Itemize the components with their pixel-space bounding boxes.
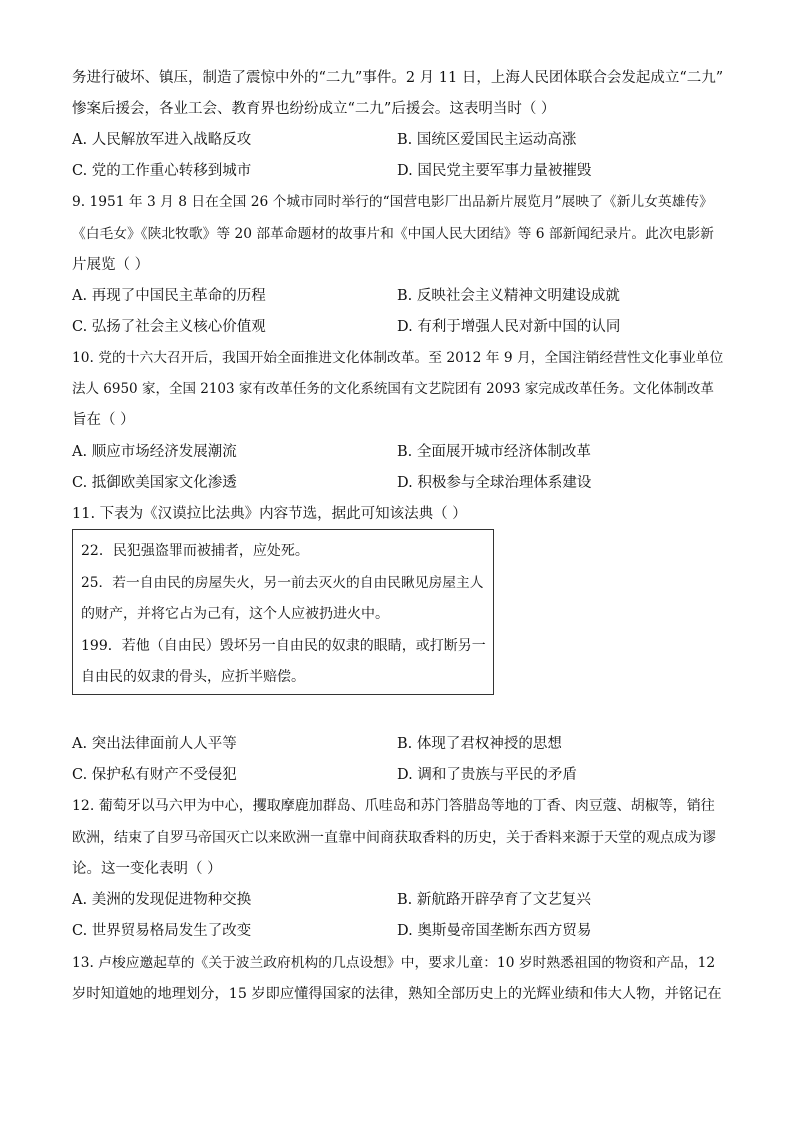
q11-table-line-1: 22．民犯强盗罪而被捕者，应处死。 (81, 543, 309, 559)
q11-option-d[interactable]: D. 调和了贵族与平民的矛盾 (397, 767, 577, 783)
q12-option-row-2 (72, 921, 724, 941)
q9-option-row-1 (72, 286, 724, 306)
q9-option-c[interactable]: C. 弘扬了社会主义核心价值观 (72, 319, 266, 335)
q11-table-line-2: 25．若一自由民的房屋失火，另一前去灭火的自由民瞅见房屋主人 (81, 575, 484, 591)
q11-option-a[interactable]: A. 突出法律面前人人平等 (72, 736, 237, 752)
q9-stem-line-3: 片展览（ ） (72, 257, 150, 273)
q11-stem-line-1: 11. 下表为《汉谟拉比法典》内容节选，据此可知该法典（ ） (72, 506, 467, 522)
q9-option-a[interactable]: A. 再现了中国民主革命的历程 (72, 288, 266, 304)
q11-option-row-1 (72, 734, 724, 754)
q9-option-b[interactable]: B. 反映社会主义精神文明建设成就 (397, 288, 620, 304)
q10-option-a[interactable]: A. 顺应市场经济发展潮流 (72, 444, 237, 460)
q8-option-b[interactable]: B. 国统区爱国民主运动高涨 (397, 132, 577, 148)
q11-excerpt-table (72, 529, 494, 695)
q8-stem-line-2: 惨案后援会，各业工会、教育界也纷纷成立“二九”后援会。这表明当时（ ） (72, 101, 556, 117)
q12-option-c[interactable]: C. 世界贸易格局发生了改变 (72, 923, 252, 939)
q10-option-row-1 (72, 442, 724, 462)
q12-option-b[interactable]: B. 新航路开辟孕育了文艺复兴 (397, 892, 591, 908)
q12-option-row-1 (72, 890, 724, 910)
q12-option-a[interactable]: A. 美洲的发现促进物种交换 (72, 892, 252, 908)
q8-option-row-1 (72, 130, 724, 150)
q8-option-a[interactable]: A. 人民解放军进入战略反攻 (72, 132, 252, 148)
q10-stem-line-2: 法人 6950 家，全国 2103 家有改革任务的文化系统国有文艺院团有 2093 家完成改革任务。文化体制改革 (72, 381, 714, 397)
q13-stem-line-2: 岁时知道她的地理划分，15 岁即应懂得国家的法律，熟知全部历史上的光辉业绩和伟大人物，并铭记在 (72, 986, 722, 1002)
q12-stem-line-2: 欧洲，结束了自罗马帝国灭亡以来欧洲一直靠中间商获取香料的历史，关于香料来源于天堂的观点成为谬 (72, 830, 716, 846)
q10-option-d[interactable]: D. 积极参与全球治理体系建设 (397, 475, 592, 491)
q8-stem-line-1: 务进行破坏、镇压，制造了震惊中外的“二九”事件。2 月 11 日，上海人民团体联合会发起成立“二九” (72, 70, 724, 86)
q11-option-row-2 (72, 765, 724, 785)
q12-option-d[interactable]: D. 奥斯曼帝国垄断东西方贸易 (397, 923, 592, 939)
q12-stem-line-3: 论。这一变化表明（ ） (72, 861, 222, 877)
q9-option-row-2 (72, 317, 724, 337)
q11-table-line-3: 的财产，并将它占为己有，这个人应被扔进火中。 (81, 606, 389, 622)
q9-option-d[interactable]: D. 有利于增强人民对新中国的认同 (397, 319, 621, 335)
q11-table-line-4: 199．若他（自由民）毁坏另一自由民的奴隶的眼睛，或打断另一 (81, 638, 486, 654)
q10-stem-line-3: 旨在（ ） (72, 412, 135, 428)
q11-table-line-5: 自由民的奴隶的骨头，应折半赔偿。 (81, 669, 305, 685)
q12-stem-line-1: 12. 葡萄牙以马六甲为中心，攫取摩鹿加群岛、爪哇岛和苏门答腊岛等地的丁香、肉豆蔻、胡椒等，销往 (72, 798, 715, 814)
q13-stem-line-1: 13. 卢梭应邀起草的《关于波兰政府机构的几点设想》中，要求儿童：10 岁时熟悉祖国的物资和产品，12 (72, 955, 716, 971)
q9-stem-line-1: 9. 1951 年 3 月 8 日在全国 26 个城市同时举行的“国营电影厂出品新片展览月”展映了《新儿女英雄传》 (72, 194, 713, 210)
q11-option-b[interactable]: B. 体现了君权神授的思想 (397, 736, 562, 752)
q8-option-c[interactable]: C. 党的工作重心转移到城市 (72, 163, 252, 179)
q10-option-b[interactable]: B. 全面展开城市经济体制改革 (397, 444, 591, 460)
q8-option-row-2 (72, 161, 724, 181)
q10-stem-line-1: 10. 党的十六大召开后，我国开始全面推进文化体制改革。至 2012 年 9 月，全国注销经营性文化事业单位 (72, 350, 724, 366)
q9-stem-line-2: 《白毛女》《陕北牧歌》等 20 部革命题材的故事片和《中国人民大团结》等 6 部新闻纪录片。此次电影新 (72, 226, 714, 242)
q10-option-row-2 (72, 473, 724, 493)
q11-option-c[interactable]: C. 保护私有财产不受侵犯 (72, 767, 237, 783)
q8-option-d[interactable]: D. 国民党主要军事力量被摧毁 (397, 163, 592, 179)
q10-option-c[interactable]: C. 抵御欧美国家文化渗透 (72, 475, 237, 491)
